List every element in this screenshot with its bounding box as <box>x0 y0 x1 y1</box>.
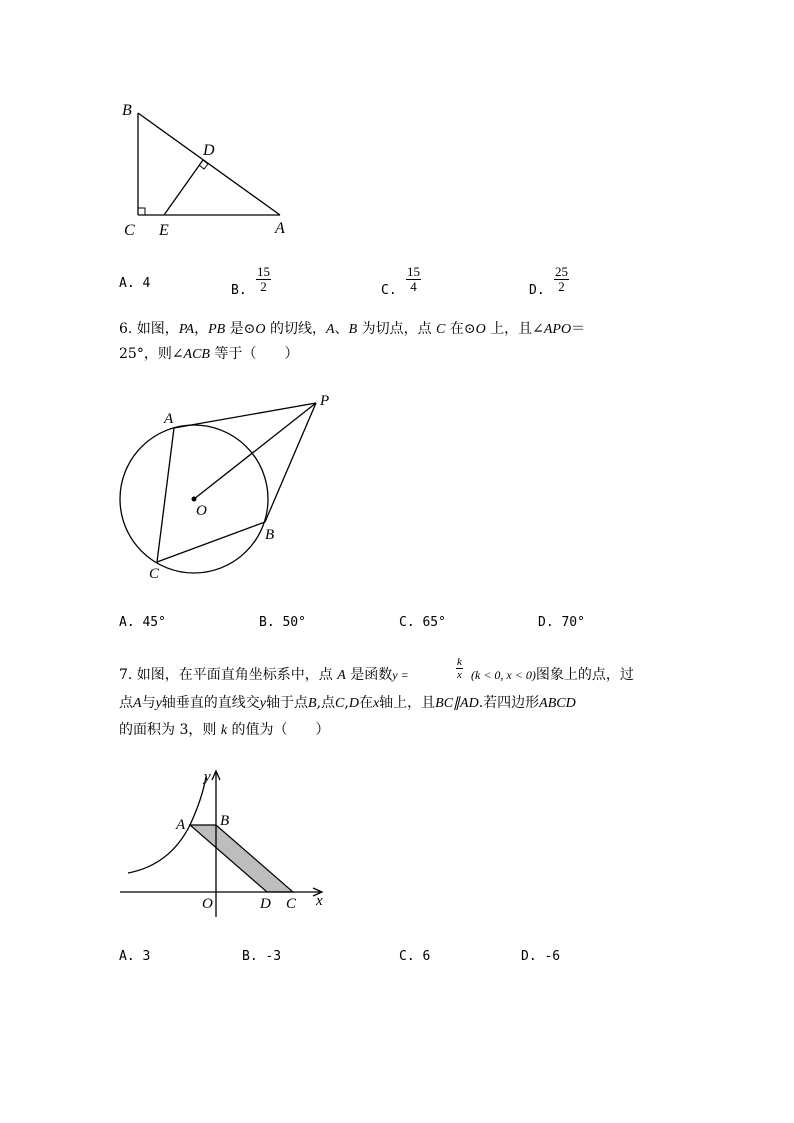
q7-stem-line3: 的面积为 3，则 k 的值为（ ） <box>119 722 330 738</box>
tangent-pa <box>174 403 316 428</box>
label-B: B <box>265 527 275 543</box>
chord-cb <box>157 522 265 562</box>
side-ba <box>138 113 280 215</box>
figure-q5-triangle <box>110 95 310 245</box>
label-B: B <box>220 813 230 829</box>
label-O: O <box>202 896 213 912</box>
label-C: C <box>286 896 297 912</box>
label-B: B <box>122 102 132 119</box>
q7-option-d[interactable]: D. -6 <box>521 949 561 964</box>
q5-option-a[interactable]: A. 4 <box>119 276 151 291</box>
q6-option-a[interactable]: A. 45° <box>119 615 166 630</box>
segment-ed <box>164 160 203 215</box>
label-A: A <box>176 817 186 833</box>
q5-option-b[interactable]: B. <box>231 283 247 298</box>
label-D: D <box>203 142 215 159</box>
q5-option-d[interactable]: D. <box>529 283 545 298</box>
q7-option-c[interactable]: C. 6 <box>399 949 431 964</box>
center-point-o <box>192 497 197 502</box>
label-D: D <box>260 896 271 912</box>
q6-option-c[interactable]: C. 65° <box>399 615 446 630</box>
q6-option-d[interactable]: D. 70° <box>538 615 585 630</box>
tangent-pb <box>265 403 316 522</box>
figure-q6-circle-tangents <box>110 385 350 585</box>
function-fraction: $\frac{k}{x}$ <box>457 656 462 681</box>
q6-stem-line1: 6. 如图，PA，PB 是⊙O 的切线，A、B 为切点，点 C 在⊙O 上，且∠APO＝ <box>119 321 586 337</box>
label-y: y <box>204 769 211 785</box>
q6-option-b[interactable]: B. 50° <box>259 615 306 630</box>
label-A: A <box>164 411 174 427</box>
q5-option-d-fraction: $\frac{25}{2}$ <box>555 264 568 294</box>
chord-ac <box>157 428 174 562</box>
segment-op <box>194 403 316 499</box>
q7-option-a[interactable]: A. 3 <box>119 949 151 964</box>
label-C: C <box>124 222 135 239</box>
q7-stem-line1: 7. 如图，在平面直角坐标系中，点 A 是函数y = <box>119 667 409 683</box>
label-A: A <box>275 220 285 237</box>
right-angle-c <box>138 208 145 215</box>
q7-stem-line1-cont: (k < 0, x < 0)图象上的点，过 <box>471 667 634 683</box>
q7-stem-line2: 点A与y轴垂直的直线交y轴于点B,点C,D在x轴上，且BC∥AD.若四边形ABCD <box>119 695 576 711</box>
label-P: P <box>320 393 330 409</box>
q5-option-b-fraction: $\frac{15}{2}$ <box>257 264 270 294</box>
function-lhs: y = <box>392 668 409 682</box>
q5-option-c[interactable]: C. <box>381 283 397 298</box>
label-O: O <box>196 503 207 519</box>
label-E: E <box>159 222 169 239</box>
q5-option-c-fraction: $\frac{15}{4}$ <box>407 264 420 294</box>
label-x: x <box>316 893 323 909</box>
shaded-parallelogram-abcd <box>190 825 293 892</box>
label-C: C <box>149 566 160 582</box>
figure-q7-coordinate-plane <box>110 765 340 925</box>
q7-option-b[interactable]: B. -3 <box>242 949 282 964</box>
q6-stem-line2: 25°，则∠ACB 等于（ ） <box>119 346 299 362</box>
